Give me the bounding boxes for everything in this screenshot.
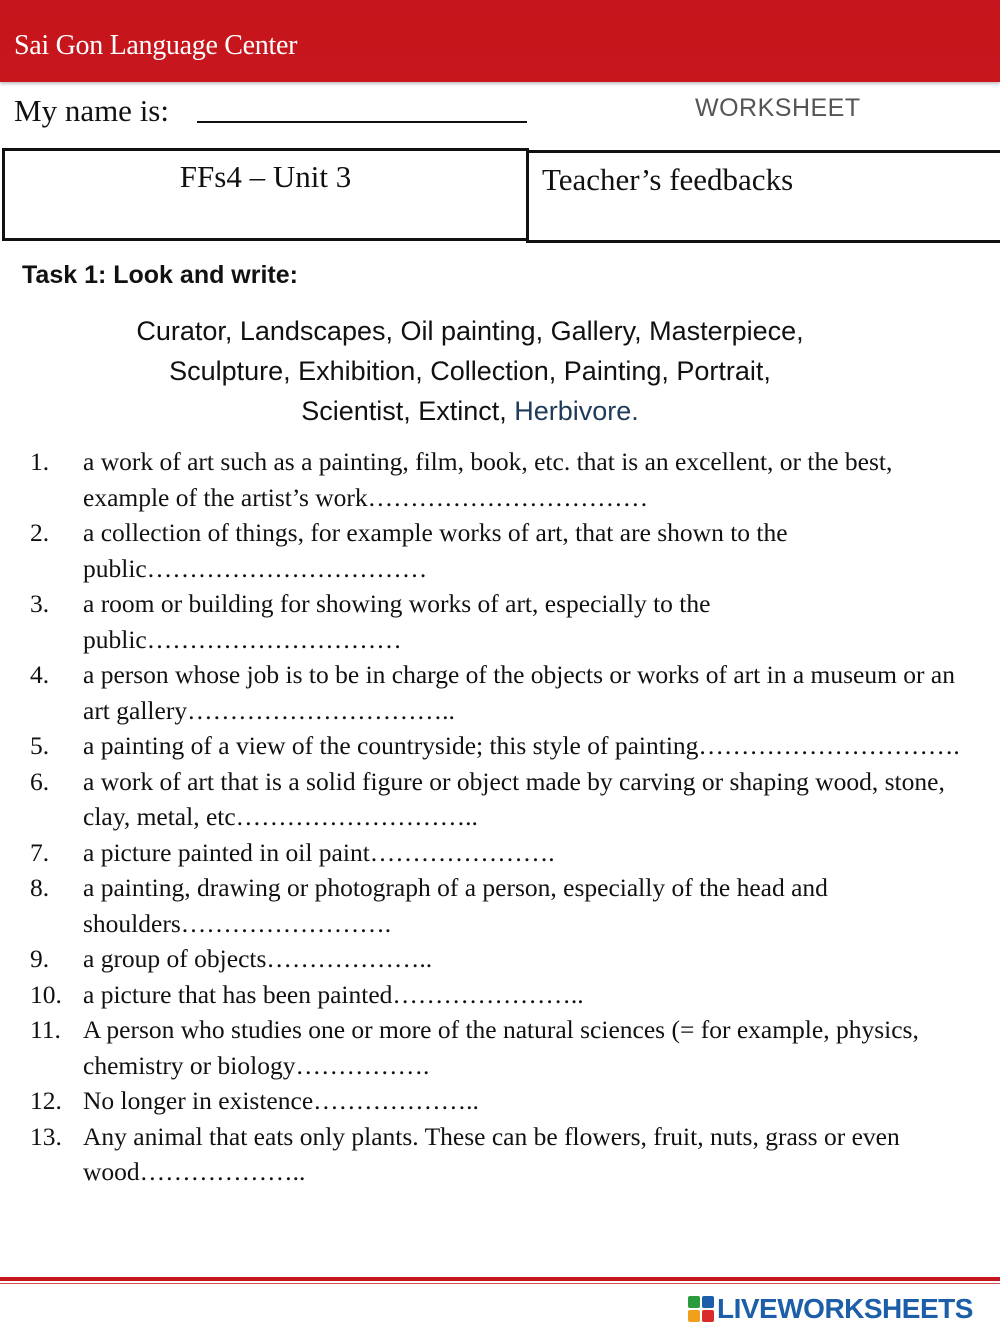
- name-label: My name is:: [14, 93, 169, 128]
- question-text: a work of art that is a solid figure or object made by carving or shaping wood, stone, clay, metal, etc………………………..: [83, 766, 945, 831]
- question-text: a work of art such as a painting, film, book, etc. that is an excellent, or the best, example of the artist’s work……………………………: [83, 447, 893, 512]
- question-text: Any animal that eats only plants. These can be flowers, fruit, nuts, grass or even wood………………..: [83, 1121, 900, 1186]
- question-number: 7.: [30, 837, 50, 867]
- question-number: 9.: [30, 944, 50, 973]
- feedback-title: Teacher’s feedbacks: [542, 162, 794, 197]
- liveworksheets-logo-icon: [688, 1296, 714, 1322]
- question-number: 4.: [30, 660, 50, 689]
- question-text: a picture painted in oil paint………………….: [83, 837, 555, 867]
- question-item[interactable]: [30, 1012, 975, 1083]
- question-item[interactable]: [30, 1083, 975, 1119]
- name-answer-line[interactable]: [197, 121, 527, 123]
- question-item[interactable]: [30, 728, 975, 764]
- question-text: a painting, drawing or photograph of a person, especially of the head and shoulders…………………….: [83, 873, 828, 938]
- question-text: a group of objects………………..: [83, 944, 433, 973]
- question-text: A person who studies one or more of the natural sciences (= for example, physics, chemistry or biology…………….: [83, 1015, 919, 1080]
- header-bar: [0, 0, 1000, 82]
- question-number: 11.: [30, 1015, 61, 1044]
- question-number: 6.: [30, 766, 50, 796]
- liveworksheets-logo[interactable]: [688, 1292, 973, 1326]
- word-bank-line: [30, 391, 910, 431]
- question-item[interactable]: [30, 977, 975, 1013]
- task-title: Task 1: Look and write:: [22, 261, 298, 289]
- brand-name: LIVEWORKSHEETS: [717, 1293, 973, 1324]
- center-name: Sai Gon Language Center: [14, 30, 298, 61]
- question-text: a room or building for showing works of art, especially to the public…………………………: [83, 589, 711, 654]
- question-number: 10.: [30, 979, 62, 1009]
- question-list: [30, 444, 975, 1190]
- question-item[interactable]: [30, 515, 975, 586]
- question-item[interactable]: [30, 657, 975, 728]
- unit-box: [2, 148, 529, 241]
- feedback-box: [526, 150, 1000, 243]
- question-text: No longer in existence………………..: [83, 1086, 479, 1115]
- word-bank-line: Sculpture, Exhibition, Collection, Painting, Portrait,: [169, 356, 771, 386]
- word-bank-text: Scientist, Extinct,: [301, 396, 515, 426]
- question-text: a person whose job is to be in charge of the objects or works of art in a museum or an art gallery…………………………..: [83, 660, 955, 725]
- worksheet-label: WORKSHEET: [695, 94, 861, 122]
- question-number: 13.: [30, 1121, 62, 1151]
- unit-title: FFs4 – Unit 3: [179, 159, 352, 194]
- question-item[interactable]: [30, 444, 975, 515]
- question-item[interactable]: [30, 1119, 975, 1190]
- question-number: 5.: [30, 731, 50, 760]
- question-number: 12.: [30, 1086, 62, 1115]
- word-bank: [30, 311, 910, 431]
- footer-divider: [0, 1277, 1000, 1281]
- question-number: 3.: [30, 589, 50, 618]
- question-number: 8.: [30, 873, 50, 902]
- question-text: a picture that has been painted…………………..: [83, 979, 584, 1009]
- question-number: 1.: [30, 447, 50, 476]
- question-number: 2.: [30, 518, 50, 547]
- question-item[interactable]: [30, 586, 975, 657]
- question-text: a painting of a view of the countryside; this style of painting………………………….: [83, 731, 960, 760]
- footer-divider-thin: [0, 1283, 1000, 1284]
- question-text: a collection of things, for example works of art, that are shown to the public……………………………: [83, 518, 788, 583]
- question-item[interactable]: [30, 941, 975, 977]
- word-bank-highlight: Herbivore.: [514, 396, 639, 426]
- question-item[interactable]: [30, 870, 975, 941]
- word-bank-line: Curator, Landscapes, Oil painting, Gallery, Masterpiece,: [136, 316, 804, 346]
- question-item[interactable]: [30, 764, 975, 835]
- question-item[interactable]: [30, 835, 975, 871]
